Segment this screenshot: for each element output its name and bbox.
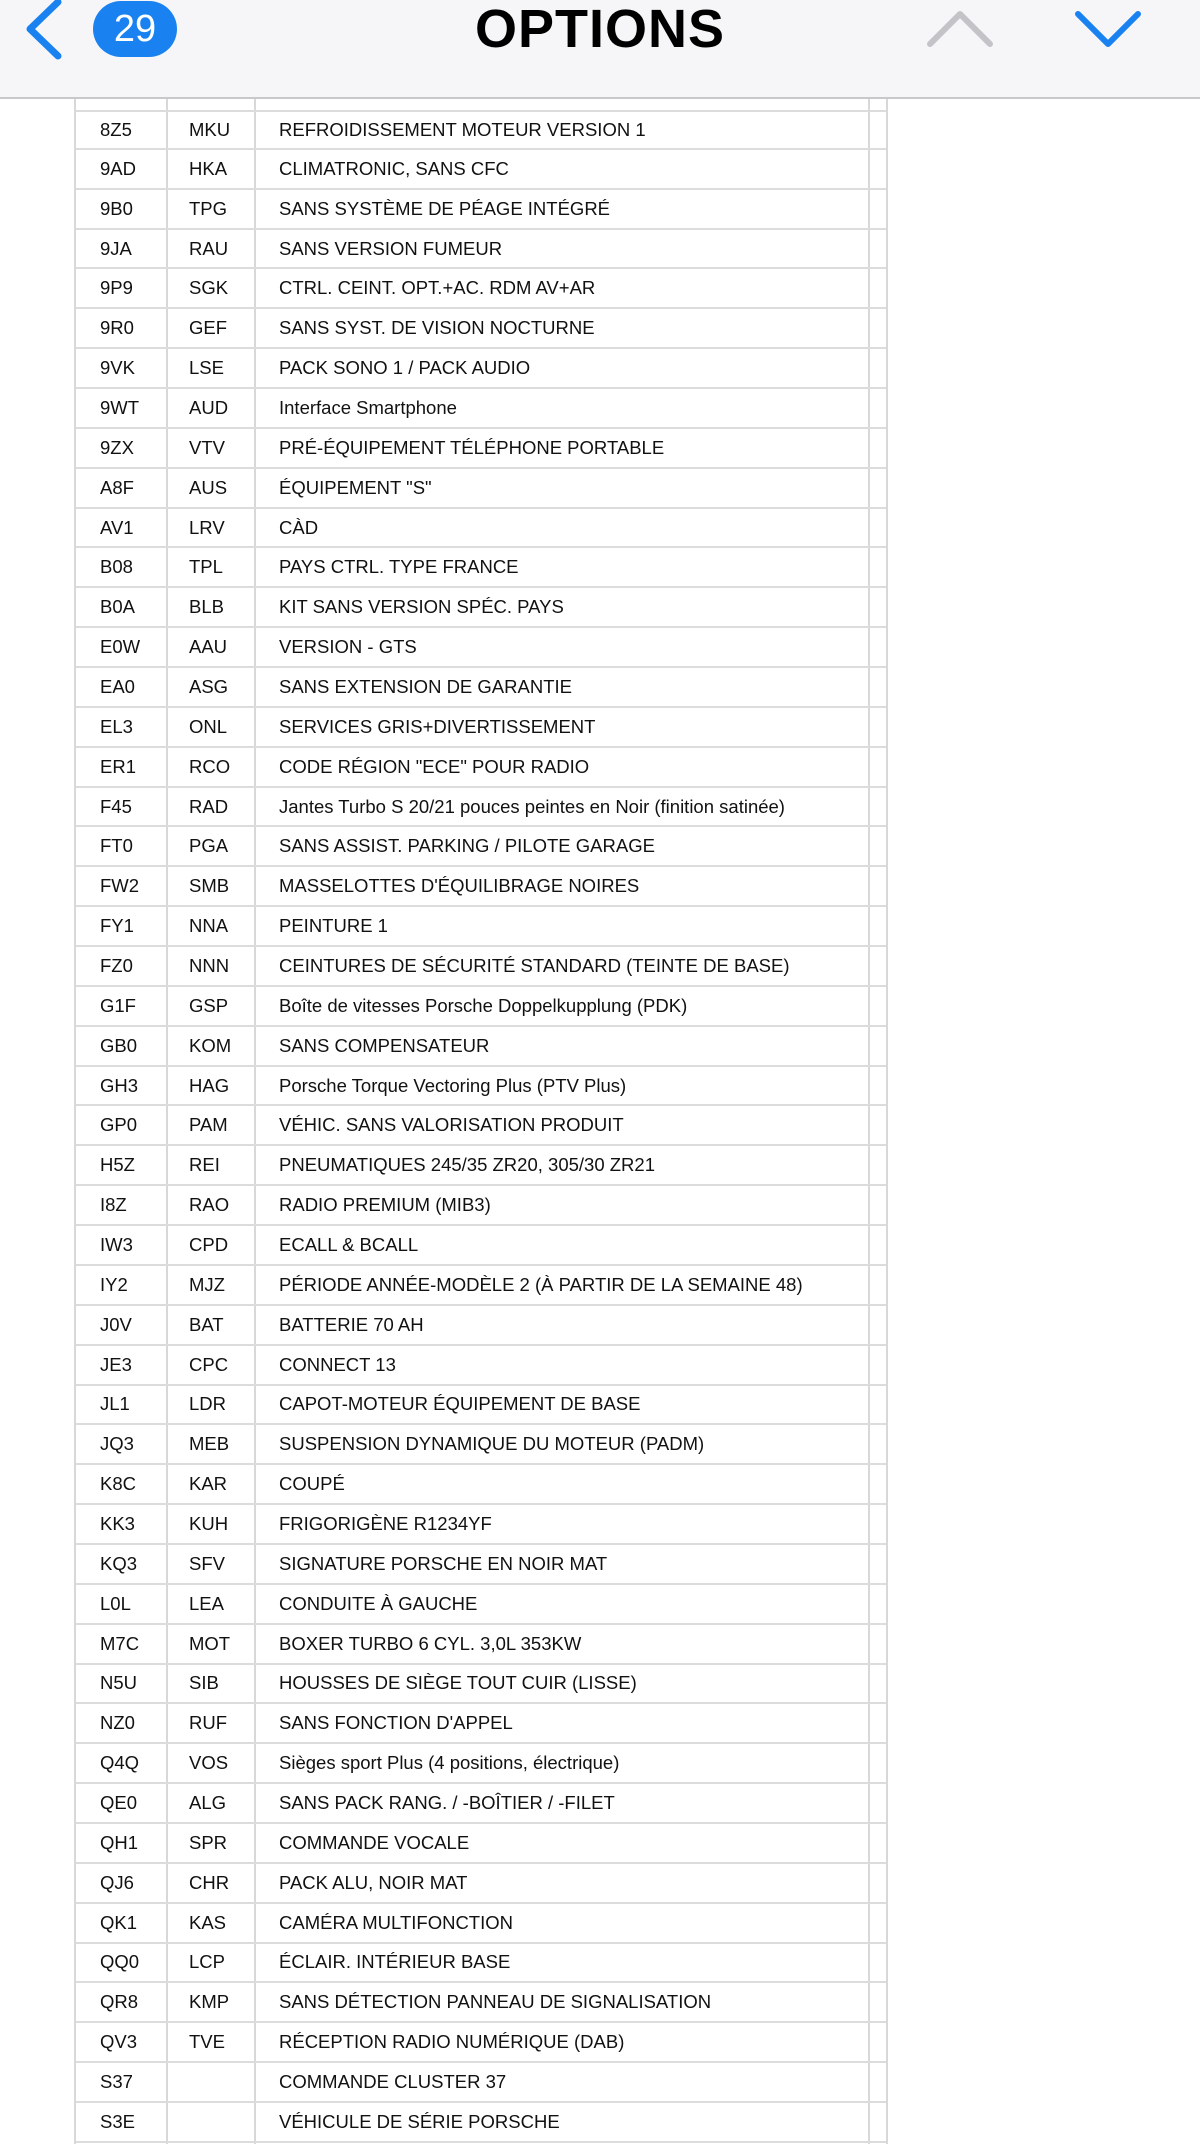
option-description: VÉHIC. SANS VALORISATION PRODUIT	[279, 1114, 624, 1136]
table-row	[76, 548, 886, 588]
option-description: SANS DÉTECTION PANNEAU DE SIGNALISATION	[279, 1991, 712, 2013]
table-row	[76, 628, 886, 668]
option-code: K8C	[100, 1473, 136, 1495]
table-row	[76, 1266, 886, 1306]
option-code: KQ3	[100, 1552, 138, 1574]
option-code: 9WT	[100, 396, 140, 418]
option-short-code: RCO	[189, 755, 231, 777]
option-code: QQ0	[100, 1951, 140, 1973]
option-code: GP0	[100, 1114, 138, 1136]
option-description: Sièges sport Plus (4 positions, électrique)	[279, 1752, 620, 1774]
option-short-code: NNN	[189, 954, 230, 976]
table-row	[76, 1386, 886, 1426]
option-short-code: SFV	[189, 1552, 225, 1574]
option-short-code: KUH	[189, 1513, 229, 1534]
option-code: S3E	[100, 2110, 135, 2132]
option-description: CÀD	[279, 516, 319, 538]
table-row	[76, 668, 886, 708]
top-navigation-bar	[0, 0, 1200, 99]
option-code: N5U	[100, 1672, 138, 1694]
option-code: M7C	[100, 1632, 140, 1654]
option-short-code: SPR	[189, 1831, 228, 1853]
option-code: QK1	[100, 1911, 138, 1933]
option-code: NZ0	[100, 1712, 135, 1734]
option-short-code: SGK	[189, 277, 229, 299]
chevron-up-icon	[920, 0, 1000, 60]
option-short-code: ONL	[189, 715, 228, 737]
option-description: KIT SANS VERSION SPÉC. PAYS	[279, 596, 564, 618]
option-code: 9JA	[100, 237, 132, 259]
table-row	[76, 947, 886, 987]
option-short-code: PAM	[189, 1114, 228, 1136]
table-row	[76, 1704, 886, 1744]
option-description: BOXER TURBO 6 CYL. 3,0L 353KW	[279, 1632, 582, 1654]
table-row	[76, 1027, 886, 1067]
option-short-code: TVE	[189, 2031, 225, 2053]
option-code: IW3	[100, 1233, 133, 1255]
option-description: SANS COMPENSATEUR	[279, 1034, 490, 1056]
option-short-code: RUF	[189, 1712, 228, 1734]
option-code: EA0	[100, 675, 135, 697]
option-code: JE3	[100, 1353, 132, 1375]
table-row	[76, 1306, 886, 1346]
option-code: KK3	[100, 1513, 135, 1534]
option-short-code: GEF	[189, 317, 228, 339]
table-row	[76, 907, 886, 947]
option-description: ÉCLAIR. INTÉRIEUR BASE	[279, 1951, 511, 1973]
option-description: SANS VERSION FUMEUR	[279, 237, 503, 259]
option-short-code: ASG	[189, 675, 229, 697]
table-row	[76, 269, 886, 309]
table-row	[76, 1425, 886, 1465]
option-code: IY2	[100, 1273, 128, 1295]
table-row	[76, 1784, 886, 1824]
option-code: FY1	[100, 915, 134, 937]
option-code: GH3	[100, 1074, 139, 1096]
option-code: FW2	[100, 875, 140, 897]
option-description: CONNECT 13	[279, 1353, 396, 1375]
option-description: Interface Smartphone	[279, 396, 457, 418]
table-row	[76, 827, 886, 867]
option-description: CONDUITE À GAUCHE	[279, 1592, 478, 1614]
option-description: COUPÉ	[279, 1473, 345, 1495]
option-description: PEINTURE 1	[279, 915, 388, 937]
option-code: I8Z	[100, 1194, 127, 1216]
option-short-code: VTV	[189, 436, 225, 458]
option-short-code: BLB	[189, 596, 224, 618]
option-description: REFROIDISSEMENT MOTEUR VERSION 1	[279, 118, 646, 140]
option-short-code: HAG	[189, 1074, 230, 1096]
option-description: PACK ALU, NOIR MAT	[279, 1871, 468, 1893]
option-description: PRÉ-ÉQUIPEMENT TÉLÉPHONE PORTABLE	[279, 436, 665, 458]
option-code: 9ZX	[100, 436, 134, 458]
table-row	[76, 987, 886, 1027]
option-description: Porsche Torque Vectoring Plus (PTV Plus)	[279, 1074, 627, 1096]
table-row	[76, 349, 886, 389]
option-code: Q4Q	[100, 1752, 140, 1774]
table-row	[76, 1665, 886, 1705]
table-row	[76, 1465, 886, 1505]
table-row	[76, 1944, 886, 1984]
option-description: SANS PACK RANG. / -BOÎTIER / -FILET	[279, 1792, 615, 1814]
option-short-code: SMB	[189, 875, 230, 897]
table-row	[76, 110, 886, 150]
option-code: 9B0	[100, 197, 133, 219]
option-description: FRIGORIGÈNE R1234YF	[279, 1513, 492, 1534]
option-description: COMMANDE CLUSTER 37	[279, 2071, 507, 2093]
option-code: QE0	[100, 1792, 138, 1814]
table-row	[76, 1744, 886, 1784]
option-description: VERSION - GTS	[279, 636, 417, 658]
option-code: 9R0	[100, 317, 134, 339]
table-row	[76, 509, 886, 549]
table-row	[76, 2063, 886, 2103]
option-description: Jantes Turbo S 20/21 pouces peintes en Noir (finition satinée)	[279, 795, 785, 817]
option-short-code: AUD	[189, 396, 229, 418]
option-code: QR8	[100, 1991, 139, 2013]
option-code: FZ0	[100, 954, 133, 976]
option-short-code: BAT	[189, 1313, 224, 1335]
table-row	[76, 389, 886, 429]
option-description: CEINTURES DE SÉCURITÉ STANDARD (TEINTE DE BASE)	[279, 954, 790, 976]
option-code: QJ6	[100, 1871, 134, 1893]
options-table-body	[76, 110, 886, 2143]
option-code: JL1	[100, 1393, 130, 1415]
table-row	[76, 1585, 886, 1625]
table-row	[76, 2023, 886, 2063]
option-short-code: RAD	[189, 795, 229, 817]
option-code: AV1	[100, 516, 134, 538]
table-row	[76, 1983, 886, 2023]
option-short-code: CPC	[189, 1353, 229, 1375]
table-row	[76, 1625, 886, 1665]
option-description: CAPOT-MOTEUR ÉQUIPEMENT DE BASE	[279, 1393, 641, 1415]
option-short-code: KAS	[189, 1911, 227, 1933]
option-code: 8Z5	[100, 118, 132, 140]
option-description: ÉQUIPEMENT "S"	[279, 476, 432, 498]
option-description: SANS EXTENSION DE GARANTIE	[279, 675, 572, 697]
table-row	[76, 867, 886, 907]
option-short-code: KAR	[189, 1473, 228, 1495]
option-code: S37	[100, 2071, 133, 2093]
previous-button[interactable]	[920, 0, 1000, 60]
option-code: EL3	[100, 715, 133, 737]
option-code: ER1	[100, 755, 136, 777]
option-short-code: KMP	[189, 1991, 230, 2013]
option-code: B0A	[100, 596, 135, 618]
option-short-code: RAO	[189, 1194, 230, 1216]
option-short-code: LCP	[189, 1951, 225, 1973]
option-short-code: MKU	[189, 118, 231, 140]
option-description: PNEUMATIQUES 245/35 ZR20, 305/30 ZR21	[279, 1154, 655, 1176]
table-row	[76, 1146, 886, 1186]
option-short-code: LDR	[189, 1393, 227, 1415]
option-description: SERVICES GRIS+DIVERTISSEMENT	[279, 715, 596, 737]
table-row	[76, 1346, 886, 1386]
option-description: BATTERIE 70 AH	[279, 1313, 424, 1335]
option-description: RADIO PREMIUM (MIB3)	[279, 1194, 491, 1216]
option-short-code: HKA	[189, 157, 228, 179]
option-code: L0L	[100, 1592, 131, 1614]
option-code: 9AD	[100, 157, 136, 179]
option-code: G1F	[100, 994, 136, 1016]
option-code: 9P9	[100, 277, 133, 299]
option-code: QV3	[100, 2031, 138, 2053]
option-code: J0V	[100, 1313, 132, 1335]
table-row	[76, 230, 886, 270]
option-description: SANS FONCTION D'APPEL	[279, 1712, 513, 1734]
table-row	[76, 1505, 886, 1545]
table-row	[76, 748, 886, 788]
option-description: VÉHICULE DE SÉRIE PORSCHE	[279, 2110, 560, 2132]
option-description: SUSPENSION DYNAMIQUE DU MOTEUR (PADM)	[279, 1433, 705, 1455]
option-short-code: TPG	[189, 197, 228, 219]
option-description: CAMÉRA MULTIFONCTION	[279, 1911, 513, 1933]
option-description: HOUSSES DE SIÈGE TOUT CUIR (LISSE)	[279, 1672, 637, 1694]
option-description: SANS SYST. DE VISION NOCTURNE	[279, 317, 595, 339]
option-short-code: LSE	[189, 357, 224, 379]
option-description: SIGNATURE PORSCHE EN NOIR MAT	[279, 1552, 608, 1574]
table-row	[76, 469, 886, 509]
option-short-code: KOM	[189, 1034, 232, 1056]
table-row	[76, 190, 886, 230]
option-code: H5Z	[100, 1154, 135, 1176]
options-table	[74, 97, 888, 2144]
table-row	[76, 588, 886, 628]
option-description: MASSELOTTES D'ÉQUILIBRAGE NOIRES	[279, 875, 640, 897]
table-row	[76, 788, 886, 828]
table-row	[76, 1067, 886, 1107]
table-row	[76, 1904, 886, 1944]
page-count-badge[interactable]: 29	[93, 1, 177, 57]
option-description: SANS SYSTÈME DE PÉAGE INTÉGRÉ	[279, 197, 611, 219]
table-row	[76, 2103, 886, 2143]
option-code: 9VK	[100, 357, 135, 379]
option-short-code: GSP	[189, 994, 229, 1016]
option-description: CODE RÉGION "ECE" POUR RADIO	[279, 755, 590, 777]
option-short-code: LEA	[189, 1592, 224, 1614]
table-row	[76, 150, 886, 190]
option-description: COMMANDE VOCALE	[279, 1831, 470, 1853]
option-short-code: RAU	[189, 237, 229, 259]
option-description: ECALL & BCALL	[279, 1233, 419, 1255]
option-short-code: REI	[189, 1154, 220, 1176]
option-code: JQ3	[100, 1433, 134, 1455]
option-short-code: NNA	[189, 915, 229, 937]
option-description: CLIMATRONIC, SANS CFC	[279, 157, 509, 179]
option-code: GB0	[100, 1034, 138, 1056]
option-description: Boîte de vitesses Porsche Doppelkupplung (PDK)	[279, 994, 688, 1016]
table-row	[76, 309, 886, 349]
option-short-code: MJZ	[189, 1273, 225, 1295]
option-description: PAYS CTRL. TYPE FRANCE	[279, 556, 519, 578]
table-row	[76, 1106, 886, 1146]
option-description: RÉCEPTION RADIO NUMÉRIQUE (DAB)	[279, 2031, 625, 2053]
option-short-code: ALG	[189, 1792, 227, 1814]
option-short-code: PGA	[189, 835, 229, 857]
option-short-code: LRV	[189, 516, 225, 538]
option-code: E0W	[100, 636, 141, 658]
table-row	[76, 1226, 886, 1266]
option-short-code: MEB	[189, 1433, 230, 1455]
option-code: B08	[100, 556, 133, 578]
option-short-code: AAU	[189, 636, 228, 658]
option-description: SANS ASSIST. PARKING / PILOTE GARAGE	[279, 835, 655, 857]
option-short-code: VOS	[189, 1752, 229, 1774]
option-short-code: SIB	[189, 1672, 219, 1694]
option-short-code: MOT	[189, 1632, 231, 1654]
option-code: F45	[100, 795, 132, 817]
option-code: A8F	[100, 476, 134, 498]
option-description: CTRL. CEINT. OPT.+AC. RDM AV+AR	[279, 277, 596, 299]
option-short-code: CPD	[189, 1233, 229, 1255]
option-short-code: CHR	[189, 1871, 230, 1893]
table-row	[76, 1864, 886, 1904]
option-code: FT0	[100, 835, 133, 857]
option-short-code: AUS	[189, 476, 228, 498]
chevron-down-icon	[1068, 0, 1148, 60]
page-title: OPTIONS	[474, 0, 726, 59]
table-row	[76, 1545, 886, 1585]
next-button[interactable]	[1068, 0, 1148, 60]
option-short-code: TPL	[189, 556, 223, 578]
option-description: PACK SONO 1 / PACK AUDIO	[279, 357, 531, 379]
option-description: PÉRIODE ANNÉE-MODÈLE 2 (À PARTIR DE LA SEMAINE 48)	[279, 1273, 803, 1295]
table-row	[76, 1824, 886, 1864]
option-code: QH1	[100, 1831, 139, 1853]
table-row	[76, 429, 886, 469]
table-row	[76, 1186, 886, 1226]
table-row	[76, 708, 886, 748]
